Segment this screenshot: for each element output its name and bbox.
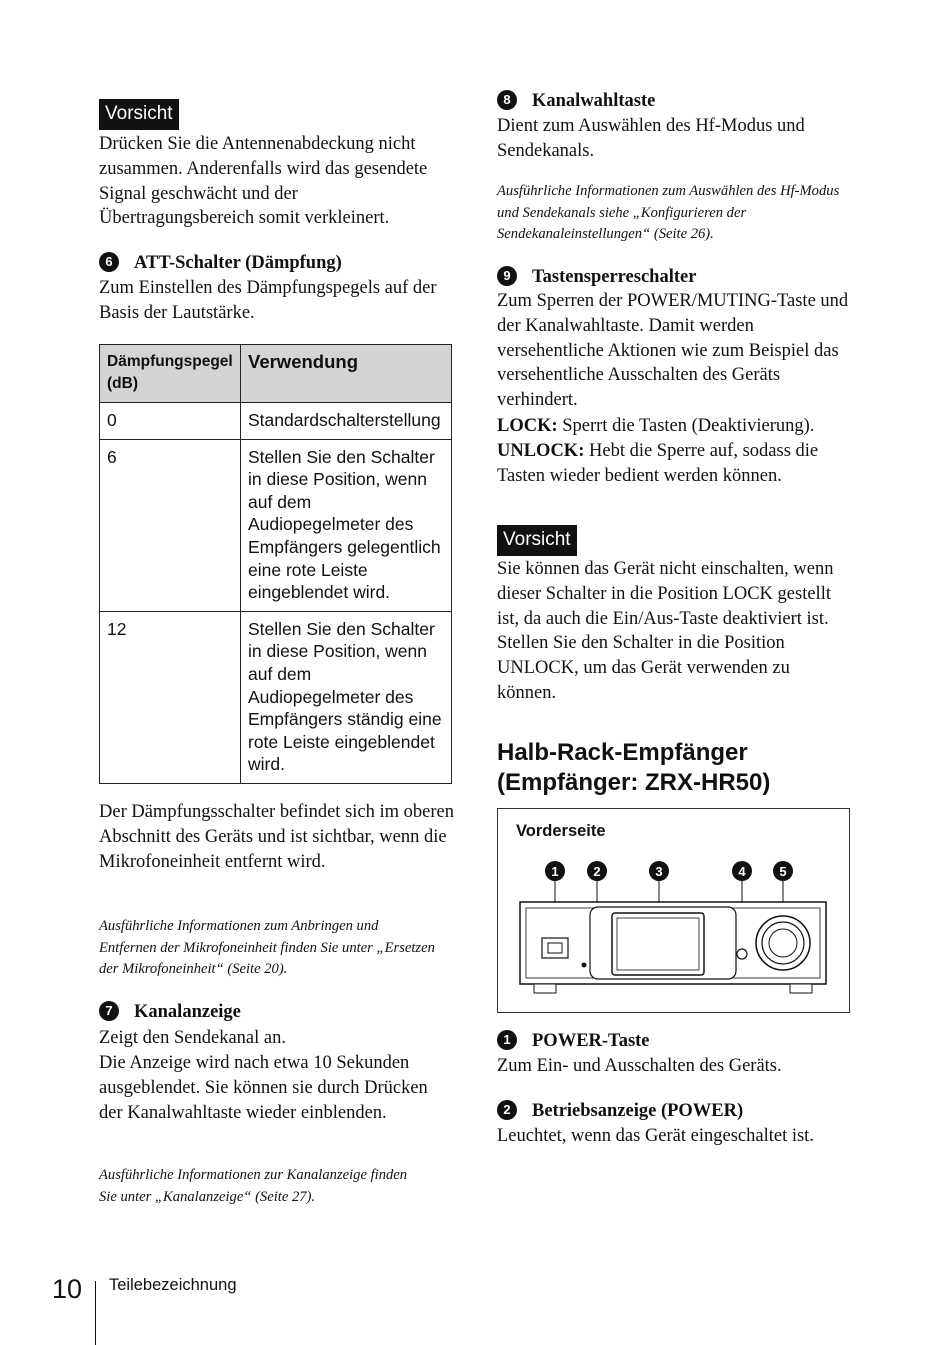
- table-header-usage: Verwendung: [241, 345, 452, 403]
- table-cell: 12: [100, 611, 241, 783]
- number-6-icon: 6: [99, 252, 119, 272]
- caution-text-right: Sie können das Gerät nicht einschalten, wenn dieser Schalter in die Position LOCK gestellt ist, da auch die Ein/Aus-Taste deaktiviert ist. Stellen Sie den Schalter in die Position UNLOCK, um das Gerät verwenden zu können.: [497, 559, 834, 703]
- svg-text:3: 3: [655, 864, 663, 879]
- table-header-row: [100, 345, 452, 403]
- item6-text: Zum Einstellen des Dämpfungspegels auf der Basis der Lautstärke.: [99, 278, 437, 323]
- caution-label-left: Vorsicht: [99, 99, 179, 130]
- svg-text:5: 5: [779, 864, 787, 879]
- caution-label-right: Vorsicht: [497, 525, 577, 556]
- note-microphone-unit: Ausführliche Informationen zum Anbringen und Entfernen der Mikrofoneinheit finden Sie unter „Ersetzen der Mikrofoneinheit“ (Seite 20).: [99, 918, 435, 978]
- page-number: 10: [52, 1274, 83, 1304]
- table-row: [100, 439, 452, 611]
- after-table-text: Der Dämpfungsschalter befindet sich im oberen Abschnitt des Geräts und ist sichtbar, wenn die Mikrofoneinheit entfernt wird.: [99, 802, 454, 872]
- table-header-level: Dämpfungspegel (dB): [100, 345, 241, 403]
- section-heading: Halb-Rack-Empfänger (Empfänger: ZRX-HR50): [497, 739, 771, 796]
- svg-text:2: 2: [593, 864, 601, 879]
- section-label: Teilebezeichnung: [109, 1276, 237, 1294]
- item6-heading: 6 ATT-Schalter (Dämpfung): [99, 251, 455, 275]
- number-8-icon: 8: [497, 90, 517, 110]
- item8-text: Dient zum Auswählen des Hf-Modus und Sendekanals.: [497, 116, 805, 161]
- callout-5-icon: [773, 861, 793, 881]
- itemB-text: Leuchtet, wenn das Gerät eingeschaltet ist.: [497, 1126, 814, 1146]
- number-1-icon: 1: [497, 1030, 517, 1050]
- attenuation-table: [99, 344, 452, 784]
- item7-text2: Die Anzeige wird nach etwa 10 Sekunden ausgeblendet. Sie können sie durch Drücken der Kanalwahltaste wieder einblenden.: [99, 1053, 428, 1123]
- footer-divider: [95, 1281, 96, 1345]
- table-row: [100, 403, 452, 440]
- table-cell: Stellen Sie den Schalter in diese Position, wenn auf dem Audiopegelmeter des Empfängers gelegentlich eine rote Leiste eingeblendet wird.: [241, 439, 452, 611]
- callout-2-icon: [587, 861, 607, 881]
- number-7-icon: 7: [99, 1001, 119, 1021]
- table-cell: 6: [100, 439, 241, 611]
- table-row: [100, 611, 452, 783]
- itemB-heading: 2 Betriebsanzeige (POWER): [497, 1099, 853, 1123]
- callout-1-icon: [545, 861, 565, 881]
- item9-heading: 9 Tastensperreschalter: [497, 265, 853, 289]
- table-cell: Stellen Sie den Schalter in diese Position, wenn auf dem Audiopegelmeter des Empfängers ständig eine rote Leiste eingeblendet wird.: [241, 611, 452, 783]
- note-channel-settings: Ausführliche Informationen zum Auswählen des Hf-Modus und Sendekanals siehe „Konfigurieren der Sendekanaleinstellungen“ (Seite 26).: [497, 183, 840, 243]
- item7-heading: 7 Kanalanzeige: [99, 1000, 455, 1024]
- note-channel-display: Ausführliche Informationen zur Kanalanzeige finden Sie unter „Kanalanzeige“ (Seite 27).: [99, 1167, 408, 1205]
- table-cell: Standardschalterstellung: [241, 403, 452, 440]
- unlock-description: UNLOCK: Hebt die Sperre auf, sodass die Tasten wieder bedient werden können.: [497, 441, 819, 486]
- number-9-icon: 9: [497, 266, 517, 286]
- svg-text:1: 1: [551, 864, 559, 879]
- callout-3-icon: [649, 861, 669, 881]
- receiver-front-illustration: [498, 809, 849, 1012]
- item8-heading: 8 Kanalwahltaste: [497, 89, 853, 113]
- lock-description: LOCK: Sperrt die Tasten (Deaktivierung).: [497, 416, 815, 436]
- number-2-icon: 2: [497, 1100, 517, 1120]
- callout-4-icon: [732, 861, 752, 881]
- front-panel-figure: [497, 808, 850, 1013]
- item9-text: Zum Sperren der POWER/MUTING-Taste und der Kanalwahltaste. Damit werden versehentliche Aktionen wie zum Beispiel das versehentliche Ausschalten des Geräts verhindert.: [497, 291, 849, 411]
- figure-label: Vorderseite: [516, 822, 606, 840]
- item7-text1: Zeigt den Sendekanal an.: [99, 1028, 286, 1048]
- caution-text-left: Drücken Sie die Antennenabdeckung nicht zusammen. Anderenfalls wird das gesendete Signal geschwächt und der Übertragungsbereich somit verkleinert.: [99, 134, 428, 229]
- svg-text:4: 4: [738, 864, 746, 879]
- itemA-heading: 1 POWER-Taste: [497, 1029, 853, 1053]
- itemA-text: Zum Ein- und Ausschalten des Geräts.: [497, 1056, 782, 1076]
- table-cell: 0: [100, 403, 241, 440]
